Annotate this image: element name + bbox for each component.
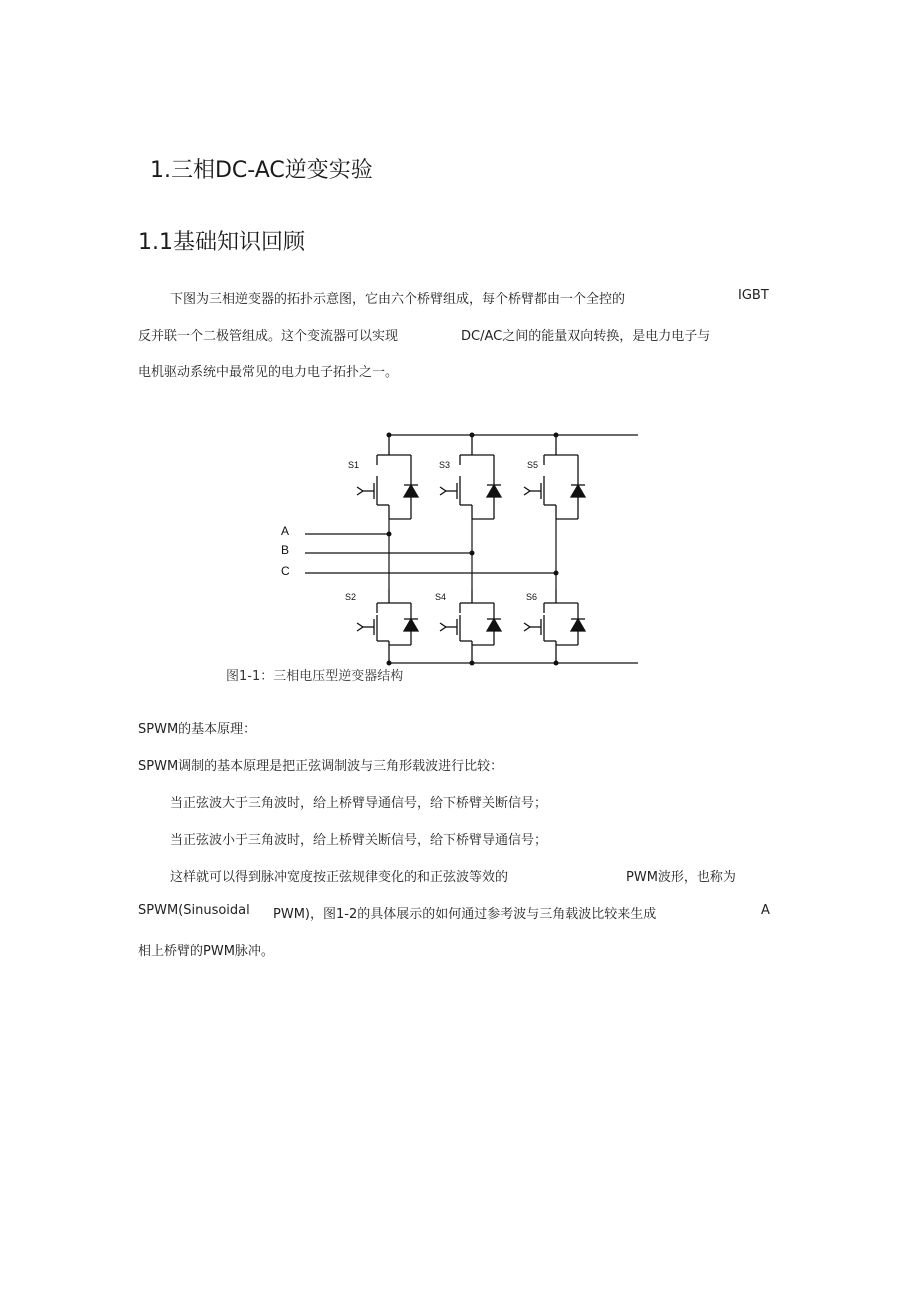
label-s4: S4 bbox=[435, 592, 447, 602]
node-b bbox=[470, 551, 475, 556]
label-phase-a: A bbox=[281, 524, 290, 538]
spwm-result-c2: PWM)，图1-2的具体展示的如何通过参考波与三角载波比较来生成 bbox=[273, 907, 657, 922]
inverter-diagram bbox=[270, 425, 650, 675]
intro-line-3: 电机驱动系统中最常见的电力电子拓扑之一。 bbox=[138, 365, 399, 380]
intro-line-1: 下图为三相逆变器的拓扑示意图，它由六个桥臂组成，每个桥臂都由一个全控的 bbox=[170, 292, 626, 307]
label-phase-c: C bbox=[281, 564, 290, 578]
intro-term-igbt: IGBT bbox=[738, 288, 769, 303]
node-a bbox=[387, 532, 392, 537]
intro-line-2: 反并联一个二极管组成。这个变流器可以实现 bbox=[138, 329, 399, 344]
spwm-result-c3: A bbox=[761, 903, 770, 918]
node-c bbox=[554, 571, 559, 576]
spwm-result-a: 这样就可以得到脉冲宽度按正弦规律变化的和正弦波等效的 bbox=[170, 870, 509, 885]
spwm-rule-2: 当正弦波小于三角波时，给上桥臂关断信号，给下桥臂导通信号； bbox=[170, 833, 548, 848]
spwm-result-b: PWM波形，也称为 bbox=[626, 870, 736, 885]
igbt-switch-s1 bbox=[357, 435, 418, 519]
spwm-title: SPWM的基本原理： bbox=[138, 722, 257, 737]
label-phase-b: B bbox=[281, 543, 290, 557]
spwm-rule-1: 当正弦波大于三角波时，给上桥臂导通信号，给下桥臂关断信号； bbox=[170, 796, 548, 811]
figure-caption: 图1-1：三相电压型逆变器结构 bbox=[226, 669, 404, 684]
intro-line-2-term: DC/AC之间的能量双向转换，是电力电子与 bbox=[461, 329, 711, 344]
subsection-heading: 1.1基础知识回顾 bbox=[138, 230, 305, 255]
igbt-switch-s5 bbox=[524, 435, 585, 519]
label-s3: S3 bbox=[439, 460, 451, 470]
spwm-principle: SPWM调制的基本原理是把正弦调制波与三角形载波进行比较： bbox=[138, 759, 504, 774]
igbt-switch-s2 bbox=[357, 589, 418, 663]
label-s1: S1 bbox=[348, 460, 360, 470]
section-heading: 1.三相DC-AC逆变实验 bbox=[150, 158, 373, 183]
label-s2: S2 bbox=[345, 592, 357, 602]
igbt-switch-s3 bbox=[440, 435, 501, 519]
igbt-switch-s4 bbox=[440, 589, 501, 663]
spwm-result-d: 相上桥臂的PWM脉冲。 bbox=[138, 944, 274, 959]
label-s6: S6 bbox=[526, 592, 538, 602]
label-s5: S5 bbox=[527, 460, 539, 470]
spwm-result-c1: SPWM(Sinusoidal bbox=[138, 903, 250, 918]
